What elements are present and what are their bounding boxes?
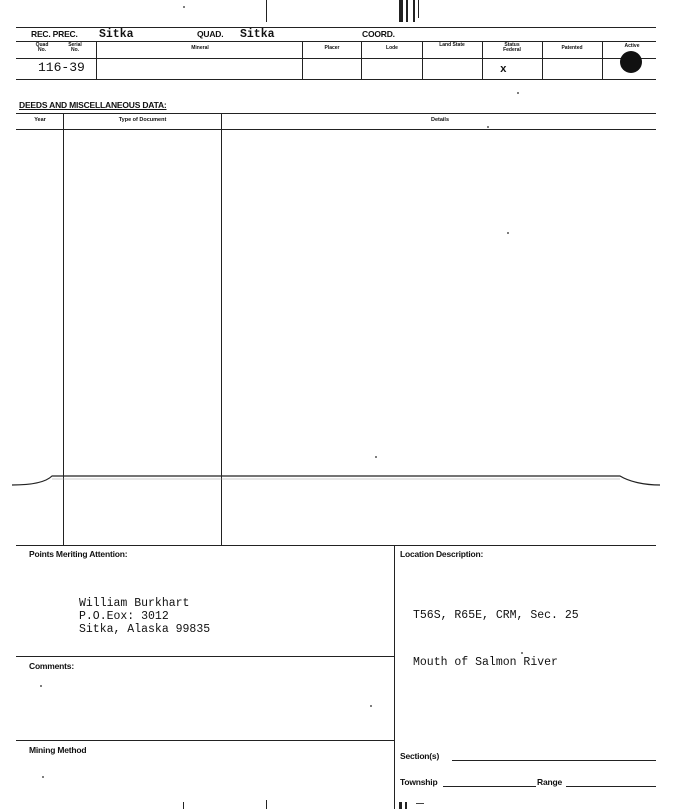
col-lode: Lode	[386, 45, 398, 51]
scan-speck	[521, 652, 523, 654]
section-fill-line	[452, 760, 656, 761]
col-mineral: Mineral	[191, 45, 209, 51]
scan-barcode-mark	[418, 0, 419, 18]
deeds-section-label: DEEDS AND MISCELLANEOUS DATA:	[19, 100, 167, 110]
deeds-header-rule	[16, 129, 656, 130]
location-line-2: Mouth of Salmon River	[413, 656, 558, 669]
deeds-bottom-rule	[16, 545, 656, 546]
claim-col-divider	[302, 41, 303, 79]
rec-prec-value: Sitka	[99, 28, 134, 41]
col-active: Active	[624, 43, 640, 49]
scan-speck	[40, 685, 42, 687]
scan-speck	[183, 6, 185, 8]
claim-col-divider	[422, 41, 423, 79]
claim-col-divider	[482, 41, 483, 79]
scan-barcode-mark	[399, 0, 403, 22]
scan-barcode-mark	[405, 802, 407, 809]
claim-col-divider	[542, 41, 543, 79]
section-label: Section(s)	[400, 751, 440, 761]
claim-col-divider	[602, 41, 603, 79]
points-line-1: William Burkhart	[79, 597, 190, 610]
scan-barcode-mark	[399, 802, 402, 809]
scan-barcode-mark	[406, 0, 408, 22]
points-label: Points Meriting Attention:	[29, 549, 128, 559]
scan-speck	[370, 705, 372, 707]
scan-speck	[487, 126, 489, 128]
points-line-2: P.O.Eox: 3012	[79, 610, 169, 623]
status-federal-value: x	[500, 64, 507, 76]
active-punch-hole	[620, 51, 642, 73]
coord-label: COORD.	[362, 29, 395, 39]
mining-method-top-rule	[16, 740, 394, 741]
col-quad-no: Quad No.	[35, 42, 49, 53]
deeds-top-rule	[16, 113, 656, 114]
points-line-3: Sitka, Alaska 99835	[79, 623, 211, 636]
scan-barcode-mark	[413, 0, 415, 22]
col-placer: Placer	[324, 45, 340, 51]
comments-label: Comments:	[29, 661, 74, 671]
claim-table-top-rule	[16, 41, 656, 42]
page-splice-line	[0, 470, 678, 492]
claim-table-bottom-rule	[16, 79, 656, 80]
col-details: Details	[430, 117, 450, 123]
quad-value: Sitka	[240, 28, 275, 41]
scan-speck	[42, 776, 44, 778]
col-patented: Patented	[561, 45, 583, 51]
location-line-1: T56S, R65E, CRM, Sec. 25	[413, 609, 579, 622]
scan-speck	[375, 456, 377, 458]
scan-mark	[266, 0, 267, 22]
claim-table-header-rule	[16, 58, 656, 59]
comments-top-rule	[16, 656, 394, 657]
col-year: Year	[34, 117, 46, 123]
col-status-federal: Status Federal	[503, 42, 521, 53]
rec-prec-label: REC. PREC.	[31, 29, 78, 39]
quad-label: QUAD.	[197, 29, 224, 39]
claim-col-divider	[361, 41, 362, 79]
scan-speck	[507, 232, 509, 234]
scan-barcode-mark	[416, 803, 424, 804]
col-serial-no: Serial No.	[68, 42, 82, 53]
quad-no-value: 116-39	[38, 60, 85, 75]
range-label: Range	[537, 777, 562, 787]
scan-mark	[266, 800, 267, 809]
location-label: Location Description:	[400, 549, 484, 559]
township-fill-line	[443, 786, 536, 787]
scan-speck	[517, 92, 519, 94]
col-land-state: Land State	[439, 42, 465, 48]
scan-mark	[183, 802, 184, 809]
claim-col-divider	[96, 41, 97, 79]
township-label: Township	[400, 777, 438, 787]
lower-section-divider	[394, 545, 395, 809]
mining-method-label: Mining Method	[29, 745, 87, 755]
range-fill-line	[566, 786, 656, 787]
col-type-of-document: Type of Document	[118, 117, 167, 123]
